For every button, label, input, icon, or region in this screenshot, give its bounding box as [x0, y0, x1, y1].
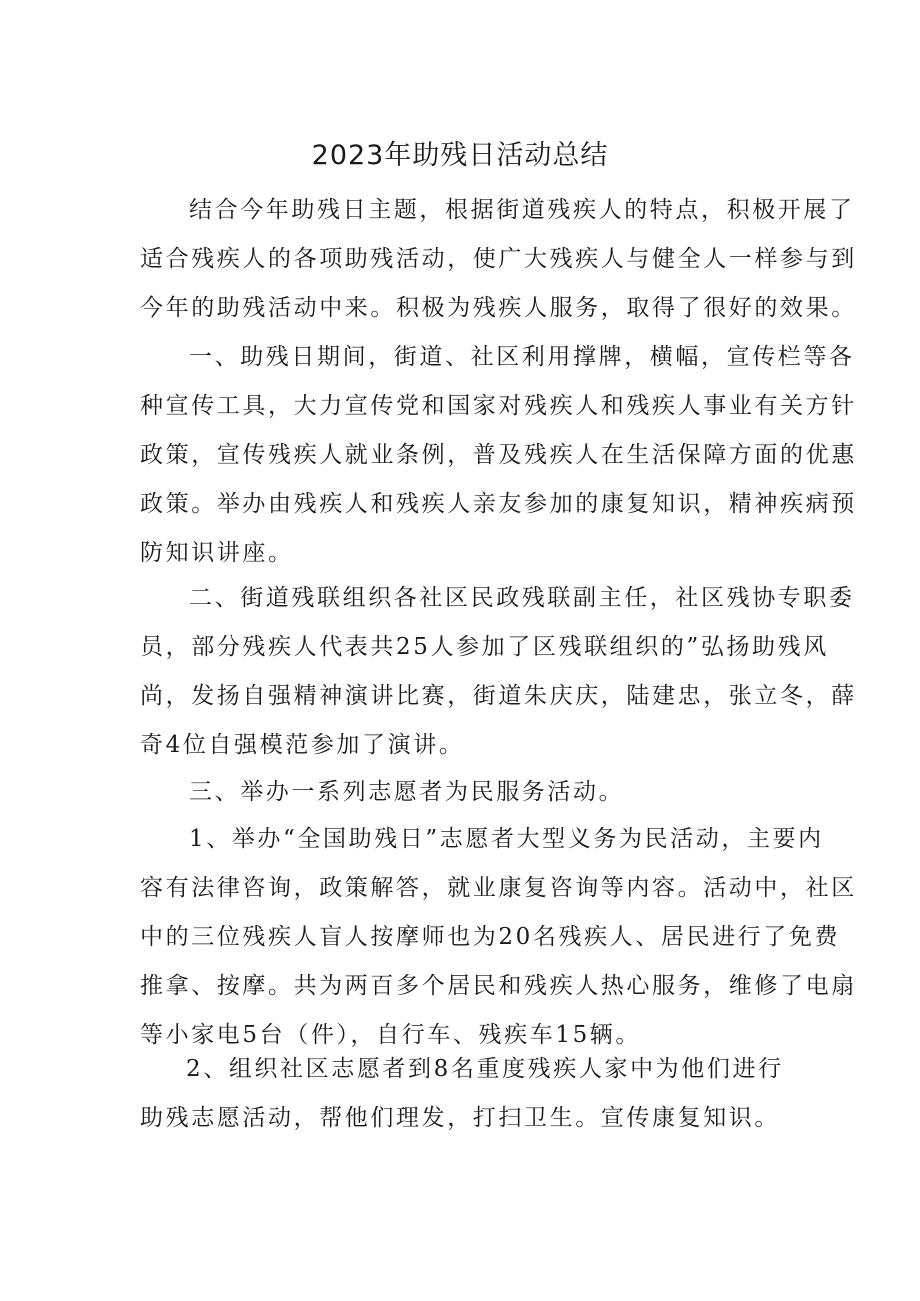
- text-line: 三、举办一系列志愿者为民服务活动。: [189, 779, 625, 805]
- text-line: 今年的助残活动中来。积极为残疾人服务，取得了很好的效果。: [140, 295, 857, 321]
- text-line: 适合残疾人的各项助残活动，使广大残疾人与健全人一样参与到: [140, 246, 857, 272]
- text-line: 容有法律咨询，政策解答，就业康复咨询等内容。活动中，社区: [140, 875, 857, 901]
- text-line: 中的三位残疾人盲人按摩师也为20名残疾人、居民进行了免费: [140, 924, 841, 950]
- text-line: 等小家电5台（件），自行车、残疾车15辆。: [140, 1022, 641, 1048]
- text-line: 员，部分残疾人代表共25人参加了区残联组织的”弘扬助残风: [140, 634, 829, 660]
- text-line: 助残志愿活动，帮他们理发，打扫卫生。宣传康复知识。: [140, 1105, 780, 1131]
- text-line: 政策。举办由残疾人和残疾人亲友参加的康复知识，精神疾病预: [140, 491, 857, 517]
- text-line: 种宣传工具，大力宣传党和国家对残疾人和残疾人事业有关方针: [140, 393, 857, 419]
- text-line: 尚，发扬自强精神演讲比赛，街道朱庆庆，陆建忠，张立冬，薛: [140, 683, 857, 709]
- text-line: 一、助残日期间，街道、社区利用撑牌，横幅，宣传栏等各: [189, 344, 855, 370]
- text-line: 2、组织社区志愿者到8名重度残疾人家中为他们进行: [186, 1056, 784, 1082]
- text-line: 防知识讲座。: [140, 540, 294, 566]
- text-line: 奇4位自强模范参加了演讲。: [140, 732, 465, 758]
- text-line: 结合今年助残日主题，根据街道残疾人的特点，积极开展了: [189, 197, 855, 223]
- text-line: 政策，宣传残疾人就业条例，普及残疾人在生活保障方面的优惠: [140, 442, 857, 468]
- document-title: 2023年助残日活动总结: [311, 140, 609, 171]
- text-line: 二、街道残联组织各社区民政残联副主任，社区残协专职委: [189, 585, 855, 611]
- text-line: 推拿、按摩。共为两百多个居民和残疾人热心服务，维修了电扇: [140, 973, 857, 999]
- text-line: 1、举办“全国助残日”志愿者大型义务为民活动，主要内: [189, 826, 824, 852]
